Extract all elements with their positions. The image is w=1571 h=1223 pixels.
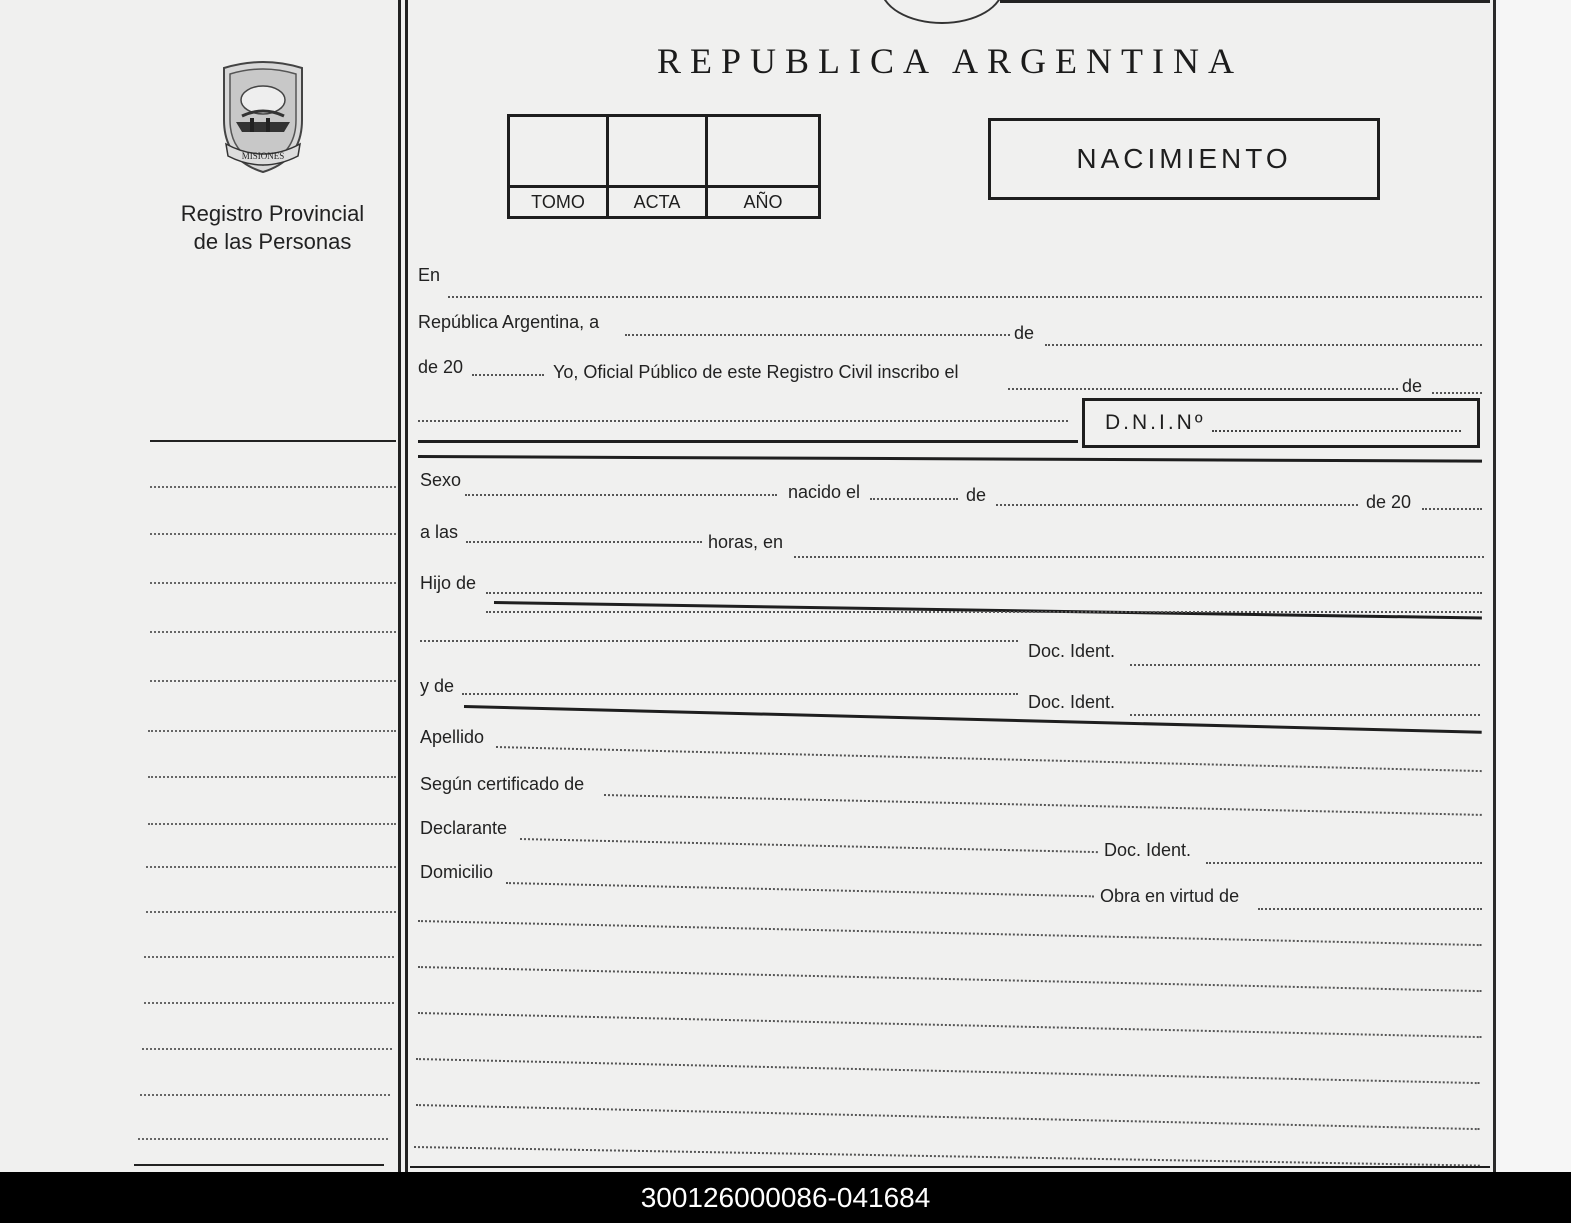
stub-line[interactable] [144,1002,394,1004]
bottom-rule [410,1166,1490,1168]
tomo-field[interactable] [509,116,608,187]
stub-line[interactable] [150,680,396,682]
year-prefix-label-2: de 20 [1366,492,1412,512]
year-field[interactable] [472,374,544,376]
stub-line[interactable] [150,486,396,488]
section-rule [418,440,1078,443]
top-rule [1000,0,1490,3]
birth-month-field[interactable] [996,504,1358,506]
registry-line-2: de las Personas [193,229,352,254]
stub-line[interactable] [144,956,394,958]
year-prefix-label: de 20 [418,357,464,377]
stub-bottom-divider [134,1164,384,1166]
record-type-box: NACIMIENTO [988,118,1380,200]
stub-line[interactable] [150,533,396,535]
hijo-label: Hijo de [420,573,477,593]
doc-ident-label-1: Doc. Ident. [1028,641,1116,661]
page-margin [1496,0,1571,1172]
sexo-label: Sexo [420,470,462,490]
father-name-line[interactable] [420,640,1018,642]
document-serial-number: 300126000086-041684 [640,1182,931,1213]
inscribo-field[interactable] [1008,388,1398,390]
stub-line[interactable] [142,1048,392,1050]
stub-line[interactable] [150,582,396,584]
de-label-1: de [1014,323,1035,343]
father-field-2[interactable] [486,611,1482,613]
stub-line[interactable] [148,776,396,778]
stub-line[interactable] [148,730,396,732]
birthplace-field[interactable] [794,556,1484,558]
de-label-3: de [966,485,987,505]
dni-box[interactable] [1082,398,1480,448]
acta-label: ACTA [608,187,707,218]
tomo-label: TOMO [509,187,608,218]
continuation-field[interactable] [418,420,1068,422]
stub-divider [150,440,396,442]
segun-label: Según certificado de [420,774,585,794]
stub-line[interactable] [140,1094,390,1096]
republica-label: República Argentina, a [418,312,600,332]
dni-field[interactable] [1212,414,1461,432]
doc-ident-field-3[interactable] [1206,862,1482,864]
de-field-2[interactable] [1432,392,1482,394]
registry-name [160,200,385,256]
en-label: En [418,265,441,285]
domicilio-label: Domicilio [420,862,494,882]
doc-ident-field-2[interactable] [1130,714,1480,716]
dni-label: D.N.I.Nº [1105,411,1206,434]
registry-line-1: Registro Provincial [180,201,365,226]
en-field[interactable] [448,296,1482,298]
obra-label: Obra en virtud de [1100,886,1240,906]
day-field[interactable] [625,334,1010,336]
alas-label: a las [420,522,459,542]
stub-line[interactable] [146,911,396,913]
birth-day-field[interactable] [870,498,958,500]
father-field[interactable] [486,592,1482,594]
country-title: REPUBLICA ARGENTINA [656,41,1244,81]
sexo-field[interactable] [465,494,777,496]
stub-line[interactable] [138,1138,388,1140]
stub-line[interactable] [146,866,396,868]
ano-label: AÑO [707,187,820,218]
doc-ident-label-3: Doc. Ident. [1104,840,1192,860]
nacido-label: nacido el [788,482,861,502]
declarante-label: Declarante [420,818,508,838]
yde-label: y de [420,676,455,696]
mother-field[interactable] [462,693,1018,695]
obra-field[interactable] [1258,908,1482,910]
apellido-label: Apellido [420,727,485,747]
horas-label: horas, en [708,532,784,552]
doc-ident-field-1[interactable] [1130,664,1480,666]
left-stub-panel [0,0,405,1172]
form-left-border [405,0,408,1172]
hour-field[interactable] [466,541,702,543]
doc-ident-label-2: Doc. Ident. [1028,692,1116,712]
svg-text:MISIONES: MISIONES [241,151,285,161]
stub-perforation-line [398,0,401,1172]
birth-year-field[interactable] [1422,508,1482,510]
acta-field[interactable] [608,116,707,187]
oficial-statement: Yo, Oficial Público de este Registro Civil inscribo el [553,362,959,382]
month-field[interactable] [1045,344,1482,346]
ano-field[interactable] [707,116,820,187]
coat-of-arms-emblem [214,60,312,178]
stub-line[interactable] [148,823,396,825]
stub-line[interactable] [150,631,396,633]
tomo-acta-ano-table [507,114,821,219]
de-label-2: de [1402,376,1423,396]
